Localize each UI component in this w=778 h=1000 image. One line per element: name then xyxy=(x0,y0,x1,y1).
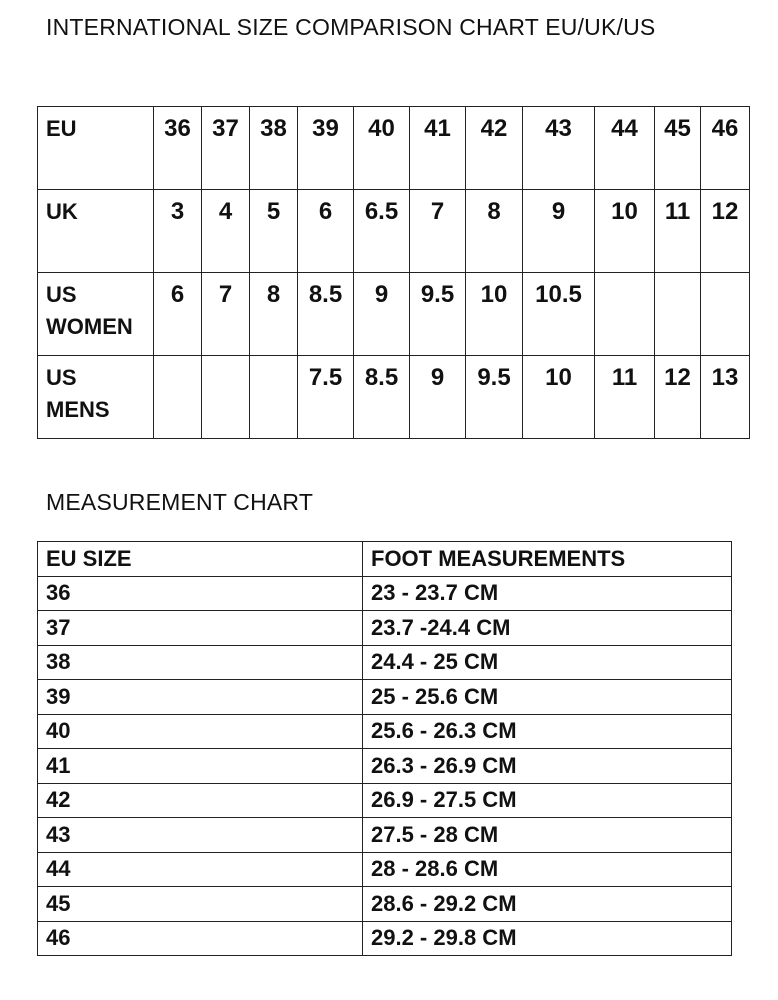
eu-size-cell: 38 xyxy=(38,645,363,680)
size-cell: 8 xyxy=(250,273,298,356)
size-cell xyxy=(655,273,701,356)
size-cell: 9.5 xyxy=(410,273,466,356)
size-comparison-body xyxy=(38,107,750,439)
size-cell: 3 xyxy=(154,190,202,273)
eu-size-cell: 42 xyxy=(38,783,363,818)
size-cell: 44 xyxy=(595,107,655,190)
size-cell: 36 xyxy=(154,107,202,190)
foot-measurement-cell: 23 - 23.7 CM xyxy=(363,576,732,611)
size-cell: 6 xyxy=(154,273,202,356)
size-cell: 8.5 xyxy=(354,356,410,439)
size-cell xyxy=(250,356,298,439)
size-cell: 6 xyxy=(298,190,354,273)
foot-measurement-cell: 28.6 - 29.2 CM xyxy=(363,887,732,922)
size-row xyxy=(38,107,750,190)
eu-size-cell: 40 xyxy=(38,714,363,749)
measurement-row xyxy=(38,852,732,887)
size-cell xyxy=(202,356,250,439)
foot-measurement-cell: 26.3 - 26.9 CM xyxy=(363,749,732,784)
size-row-label: EU xyxy=(38,107,154,190)
measurement-header-cell: FOOT MEASUREMENTS xyxy=(363,542,732,577)
measurement-row xyxy=(38,887,732,922)
eu-size-cell: 39 xyxy=(38,680,363,715)
measurement-row xyxy=(38,783,732,818)
size-cell: 7.5 xyxy=(298,356,354,439)
size-cell: 7 xyxy=(202,273,250,356)
size-row-label: UK xyxy=(38,190,154,273)
measurement-row xyxy=(38,611,732,646)
size-comparison-table xyxy=(37,106,750,439)
size-cell: 37 xyxy=(202,107,250,190)
comparison-chart-title: INTERNATIONAL SIZE COMPARISON CHART EU/UK/US xyxy=(46,14,656,40)
measurement-chart-title: MEASUREMENT CHART xyxy=(46,489,314,515)
size-row xyxy=(38,190,750,273)
foot-measurement-cell: 28 - 28.6 CM xyxy=(363,852,732,887)
measurement-row xyxy=(38,680,732,715)
size-cell: 8 xyxy=(466,190,523,273)
measurement-row xyxy=(38,749,732,784)
size-cell: 9.5 xyxy=(466,356,523,439)
foot-measurement-cell: 24.4 - 25 CM xyxy=(363,645,732,680)
eu-size-cell: 36 xyxy=(38,576,363,611)
foot-measurement-cell: 25 - 25.6 CM xyxy=(363,680,732,715)
size-cell xyxy=(154,356,202,439)
size-cell: 10 xyxy=(595,190,655,273)
size-cell: 43 xyxy=(523,107,595,190)
size-cell: 10 xyxy=(523,356,595,439)
measurement-header-row xyxy=(38,542,732,577)
size-cell: 12 xyxy=(701,190,750,273)
size-cell: 38 xyxy=(250,107,298,190)
size-cell: 7 xyxy=(410,190,466,273)
size-cell xyxy=(595,273,655,356)
size-cell: 6.5 xyxy=(354,190,410,273)
foot-measurement-cell: 23.7 -24.4 CM xyxy=(363,611,732,646)
measurement-row xyxy=(38,714,732,749)
measurement-header-cell: EU SIZE xyxy=(38,542,363,577)
eu-size-cell: 37 xyxy=(38,611,363,646)
eu-size-cell: 45 xyxy=(38,887,363,922)
measurement-row xyxy=(38,576,732,611)
eu-size-cell: 46 xyxy=(38,921,363,956)
size-row xyxy=(38,356,750,439)
size-cell: 4 xyxy=(202,190,250,273)
size-cell: 10 xyxy=(466,273,523,356)
size-cell: 12 xyxy=(655,356,701,439)
foot-measurement-cell: 27.5 - 28 CM xyxy=(363,818,732,853)
size-cell: 46 xyxy=(701,107,750,190)
measurement-row xyxy=(38,921,732,956)
measurement-table xyxy=(37,541,732,956)
size-cell: 9 xyxy=(410,356,466,439)
size-cell: 42 xyxy=(466,107,523,190)
size-cell: 9 xyxy=(523,190,595,273)
size-cell: 13 xyxy=(701,356,750,439)
size-cell: 45 xyxy=(655,107,701,190)
size-cell: 5 xyxy=(250,190,298,273)
size-cell: 11 xyxy=(595,356,655,439)
measurement-row xyxy=(38,818,732,853)
size-cell: 40 xyxy=(354,107,410,190)
size-cell: 11 xyxy=(655,190,701,273)
size-cell: 8.5 xyxy=(298,273,354,356)
foot-measurement-cell: 26.9 - 27.5 CM xyxy=(363,783,732,818)
eu-size-cell: 44 xyxy=(38,852,363,887)
measurement-row xyxy=(38,645,732,680)
size-cell: 41 xyxy=(410,107,466,190)
size-cell: 10.5 xyxy=(523,273,595,356)
size-cell: 39 xyxy=(298,107,354,190)
size-row-label: US MENS xyxy=(38,356,154,439)
foot-measurement-cell: 25.6 - 26.3 CM xyxy=(363,714,732,749)
size-cell xyxy=(701,273,750,356)
eu-size-cell: 43 xyxy=(38,818,363,853)
eu-size-cell: 41 xyxy=(38,749,363,784)
foot-measurement-cell: 29.2 - 29.8 CM xyxy=(363,921,732,956)
size-cell: 9 xyxy=(354,273,410,356)
measurement-body xyxy=(38,542,732,956)
size-row-label: US WOMEN xyxy=(38,273,154,356)
size-row xyxy=(38,273,750,356)
